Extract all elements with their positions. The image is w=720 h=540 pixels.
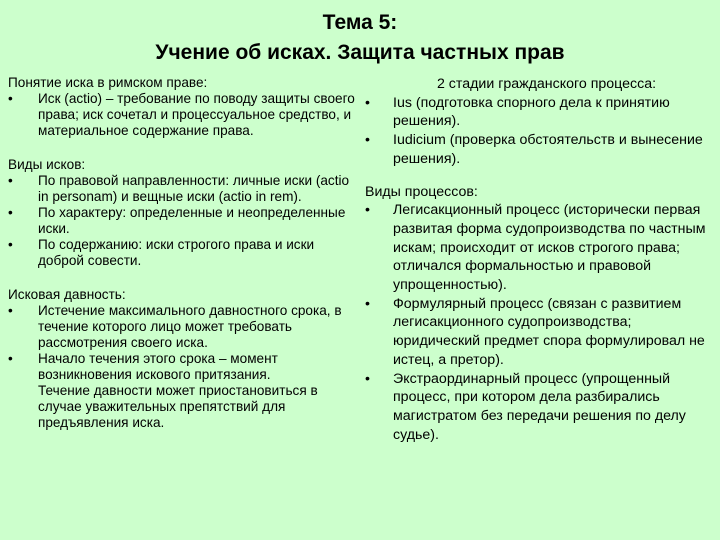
list-item: • Ius (подготовка спорного дела к принятию решения).	[365, 94, 710, 131]
list-item: • Формулярный процесс (связан с развитием легисакционного судопроизводства; юридический предмет спора формулировал не истец, а претор).	[365, 295, 710, 370]
claim-types-heading: Виды исков:	[8, 157, 86, 172]
process-types-heading: Виды процессов:	[365, 183, 478, 200]
list-item: • По правовой направленности: личные иски (actio in personam) и вещные иски (actio in rem).	[8, 173, 360, 205]
process-stages-section	[365, 75, 710, 169]
list-item: • Начало течения этого срока – момент возникновения искового притязания.	[8, 351, 360, 383]
left-column	[8, 75, 360, 449]
limitation-continuation: Течение давности может приостановиться в случае уважительных препятствий для предъявления иска.	[38, 383, 318, 430]
list-item: • Iudicium (проверка обстоятельств и вынесение решения).	[365, 131, 710, 168]
claim-concept-heading: Понятие иска в римском праве:	[8, 75, 208, 90]
claim-types-list	[8, 173, 360, 269]
process-types-list	[365, 201, 710, 444]
limitation-section	[8, 287, 360, 431]
list-item: • Истечение максимального давностного срока, в течение которого лицо может требовать рассмотрения своего иска.	[8, 303, 360, 351]
process-types-section	[365, 183, 710, 445]
process-stages-heading: 2 стадии гражданского процесса:	[436, 76, 657, 92]
title-line-1: Тема 5:	[322, 11, 398, 34]
limitation-heading: Исковая давность:	[8, 287, 126, 302]
claim-concept-section	[8, 75, 360, 139]
title-line-2: Учение об исках. Защита частных прав	[155, 41, 565, 64]
claim-concept-list	[8, 91, 360, 139]
process-stages-list	[365, 94, 710, 169]
list-item: • По характеру: определенные и неопределенные иски.	[8, 205, 360, 237]
list-item: • Иск (actio) – требование по поводу защиты своего права; иск сочетал и процессуальное средство, и материальное содержание права.	[8, 91, 360, 139]
slide-title	[0, 8, 720, 68]
claim-types-section	[8, 157, 360, 269]
right-column	[365, 75, 710, 462]
list-item: • Экстраординарный процесс (упрощенный процесс, при котором дела разбирались магистратом без передачи решения по делу судье).	[365, 370, 710, 445]
list-item: • Легисакционный процесс (исторически первая развитая форма судопроизводства по частным искам; происходит от исков строгого права; отличался формальностью и правовой упрощенностью).	[365, 201, 710, 295]
list-item: • По содержанию: иски строгого права и иски доброй совести.	[8, 237, 360, 269]
limitation-list	[8, 303, 360, 383]
